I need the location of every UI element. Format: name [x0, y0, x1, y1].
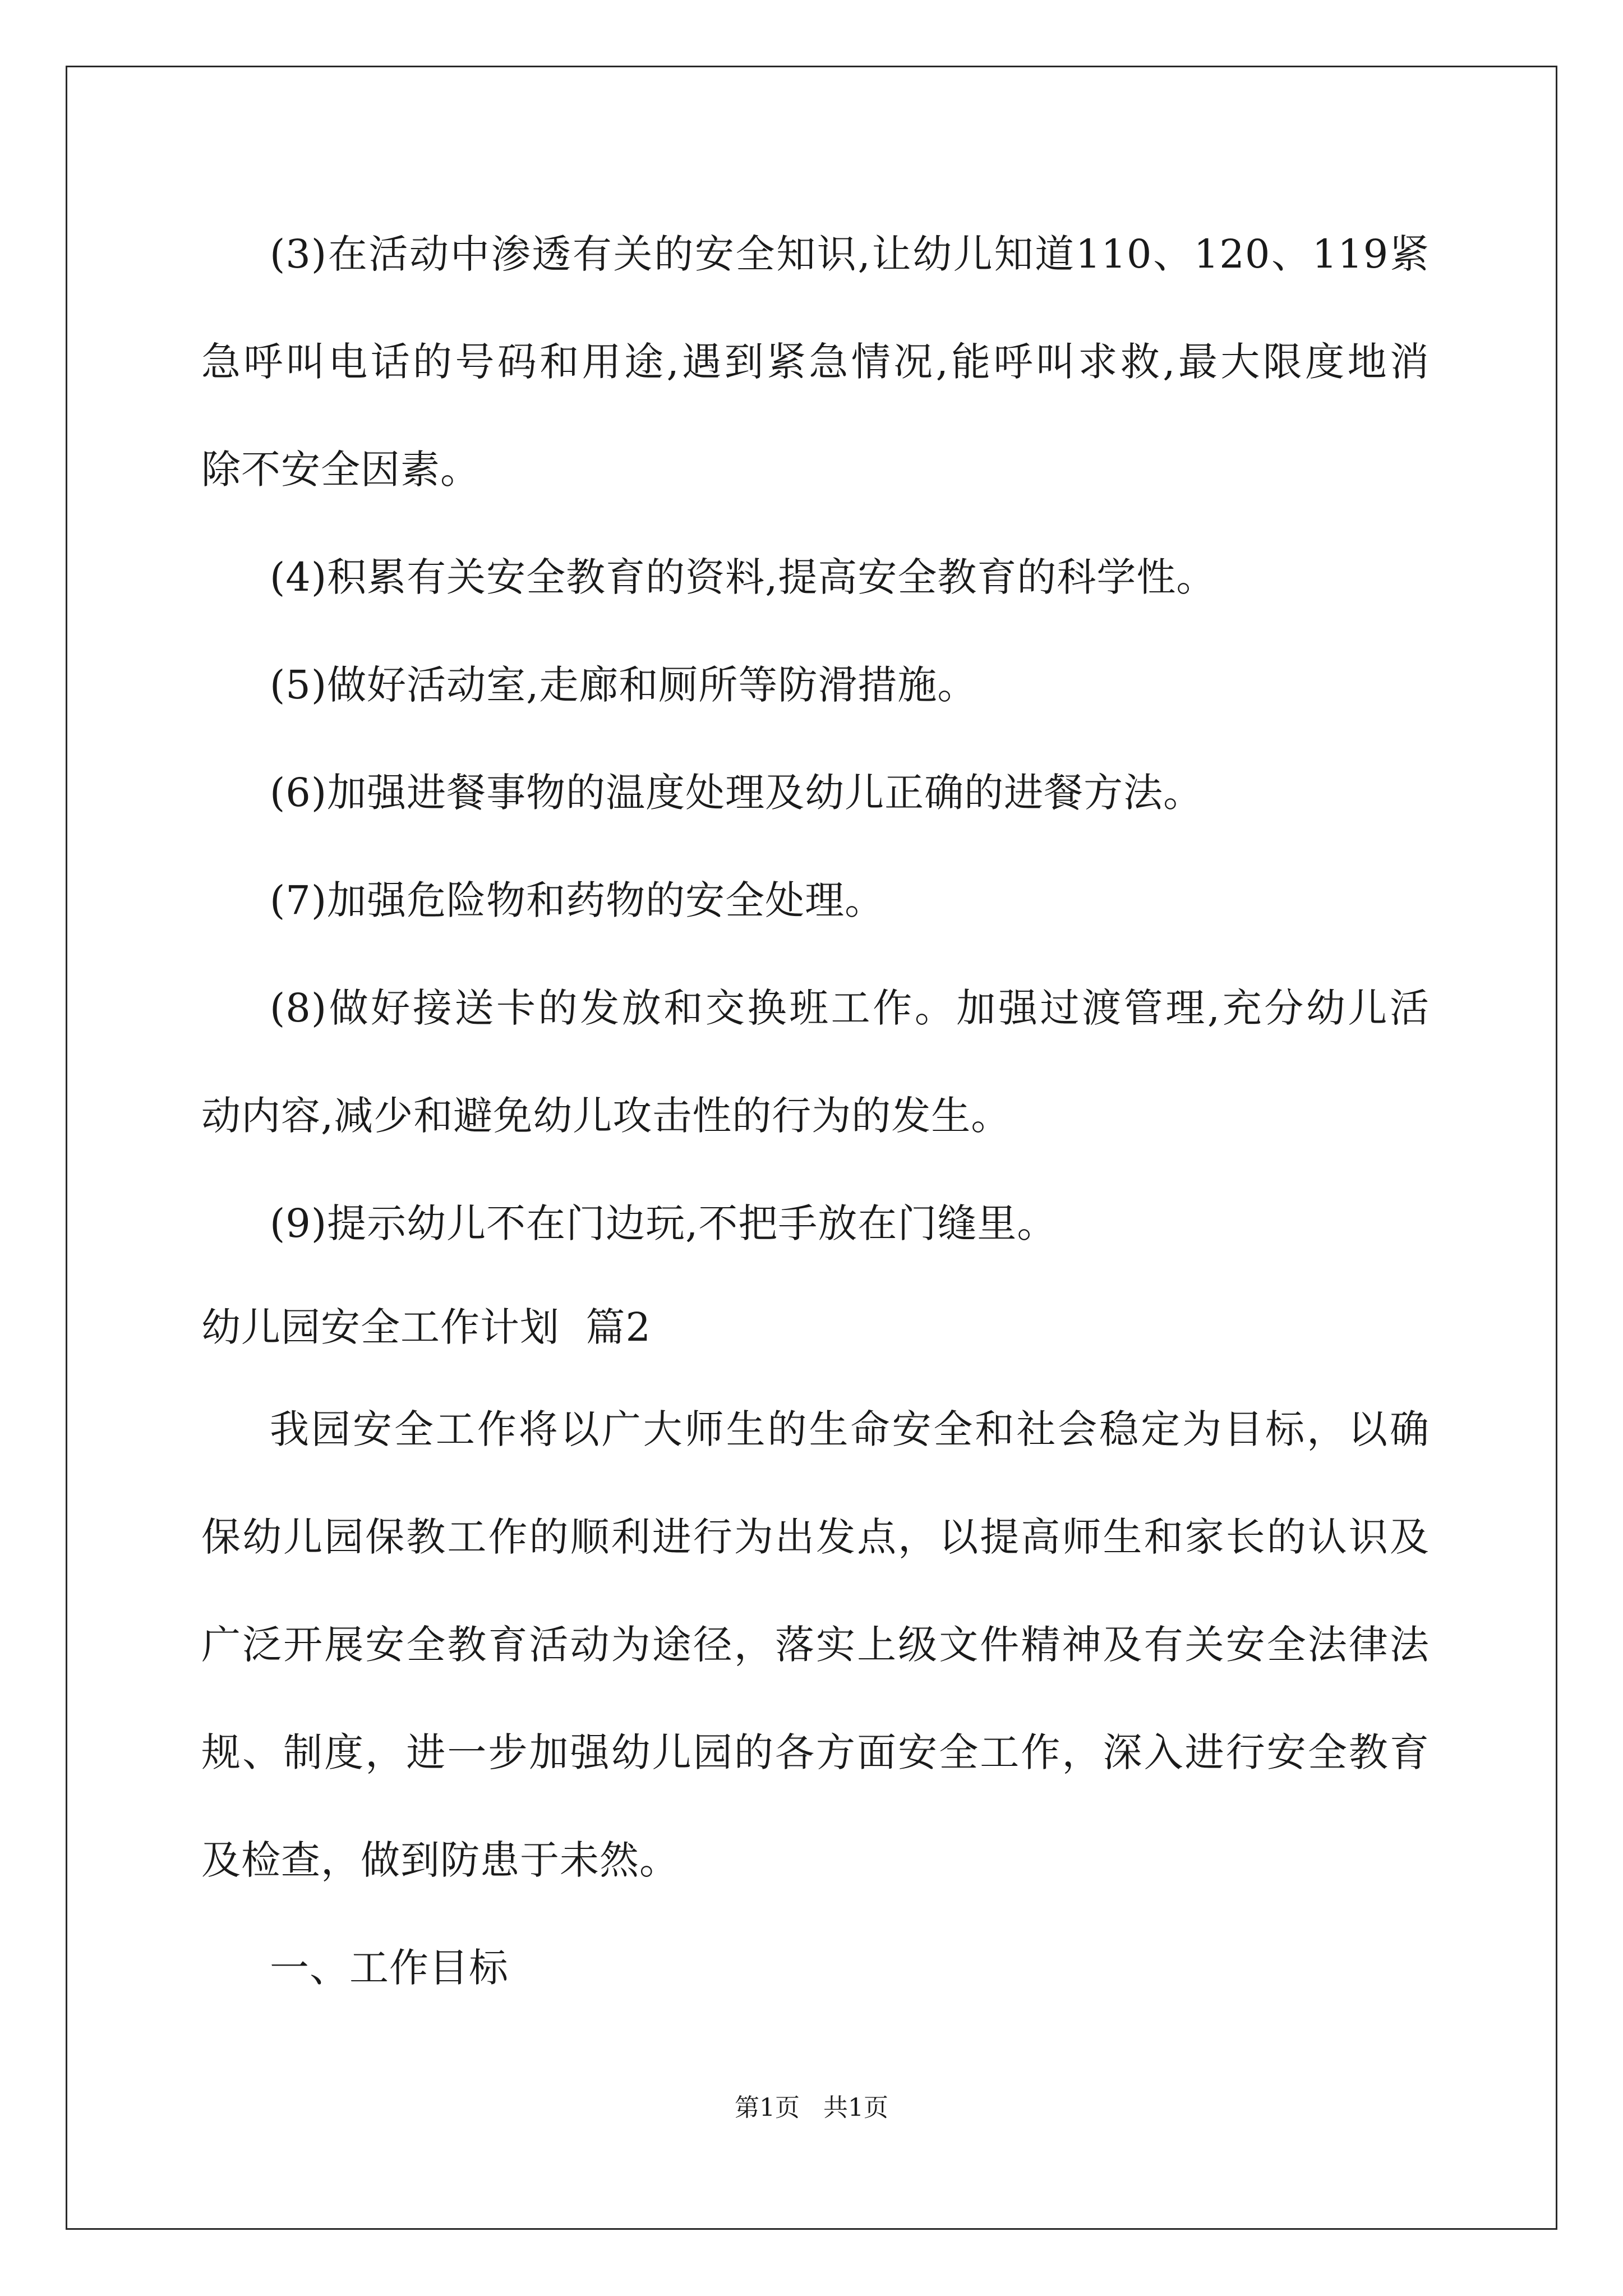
paragraph-line: 急呼叫电话的号码和用途,遇到紧急情况,能呼叫求救,最大限度地消: [201, 339, 1430, 385]
paragraph-line: 规、制度，进一步加强幼儿园的各方面安全工作，深入进行安全教育: [201, 1729, 1430, 1775]
paragraph-line: (8)做好接送卡的发放和交换班工作。加强过渡管理,充分幼儿活: [270, 985, 1430, 1031]
paragraph-line: 保幼儿园保教工作的顺利进行为出发点，以提高师生和家长的认识及: [201, 1514, 1430, 1560]
paragraph-line: (4)积累有关安全教育的资料,提高安全教育的科学性。: [270, 554, 1216, 600]
page-number-footer: 第1页 共1页: [735, 2093, 888, 2122]
section-heading: 幼儿园安全工作计划 篇2: [201, 1304, 652, 1350]
paragraph-line: (6)加强进餐事物的温度处理及幼儿正确的进餐方法。: [270, 770, 1204, 816]
paragraph-line: (5)做好活动室,走廊和厕所等防滑措施。: [270, 662, 978, 708]
subheading: 一、工作目标: [270, 1945, 509, 1991]
page-border: [66, 66, 1557, 2230]
paragraph-line: 及检查，做到防患于未然。: [201, 1837, 679, 1883]
paragraph-line: 广泛开展安全教育活动为途径，落实上级文件精神及有关安全法律法: [201, 1622, 1430, 1668]
paragraph-line: (7)加强危险物和药物的安全处理。: [270, 877, 885, 923]
paragraph-line: (9)提示幼儿不在门边玩,不把手放在门缝里。: [270, 1200, 1057, 1246]
paragraph-line: (3)在活动中渗透有关的安全知识,让幼儿知道110、120、119紧: [270, 231, 1430, 277]
paragraph-line: 我园安全工作将以广大师生的生命安全和社会稳定为目标，以确: [270, 1406, 1430, 1452]
paragraph-line: 除不安全因素。: [201, 447, 480, 493]
paragraph-line: 动内容,减少和避免幼儿攻击性的行为的发生。: [201, 1093, 1011, 1139]
